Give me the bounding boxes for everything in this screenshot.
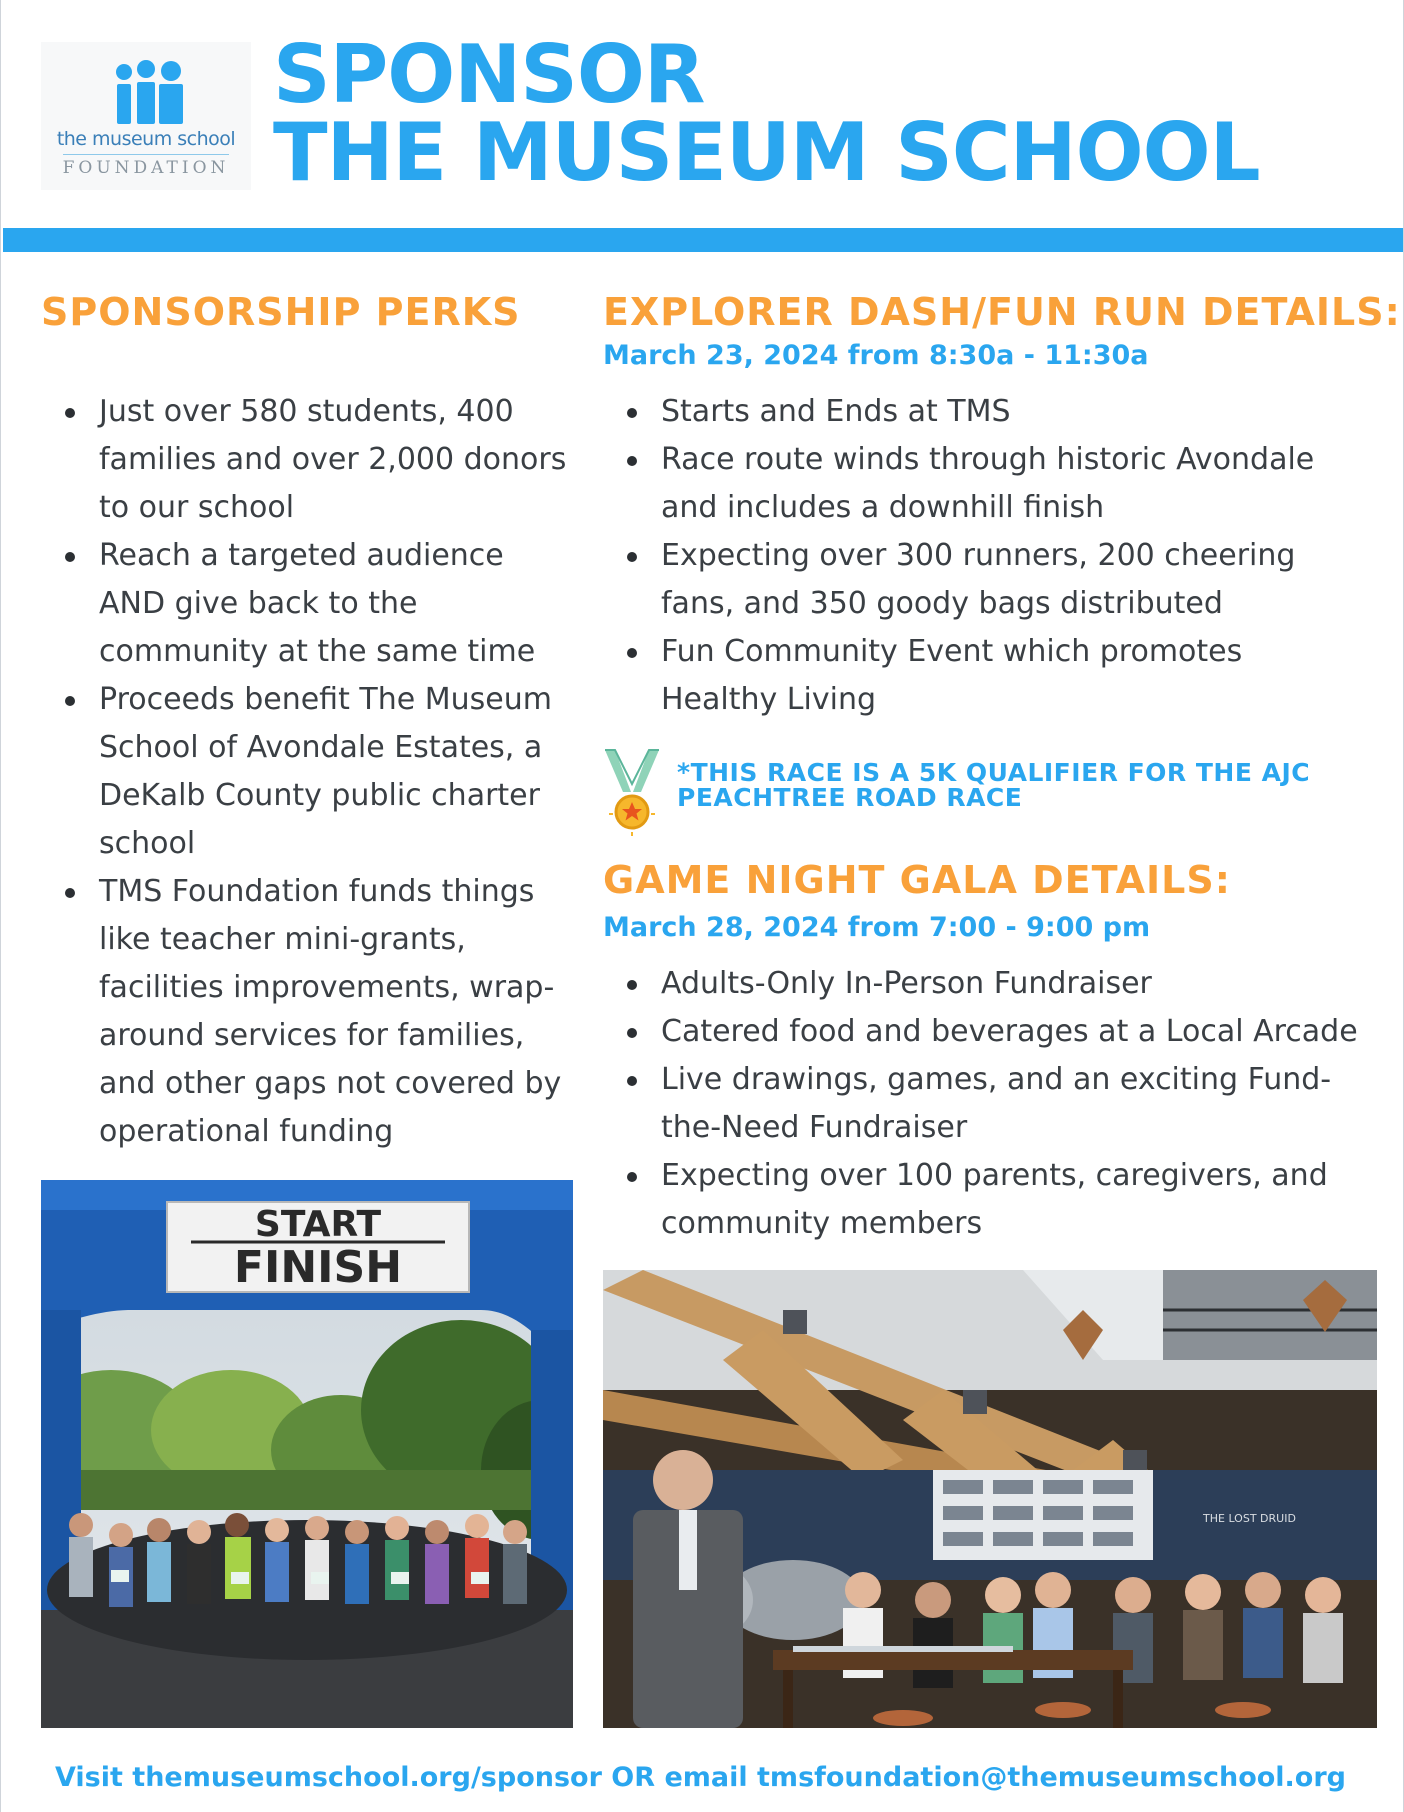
list-item: Expecting over 300 runners, 200 cheering fans, and 350 goody bags distributed <box>661 532 1361 628</box>
perks-list <box>99 388 569 1156</box>
list-item: Proceeds benefit The Museum School of Avondale Estates, a DeKalb County public charter school <box>99 676 569 868</box>
qualifier-line-1: *THIS RACE IS A 5K QUALIFIER FOR THE AJC <box>677 758 1311 787</box>
gala-heading: GAME NIGHT GALA DETAILS: <box>603 858 1231 902</box>
footer-contact: Visit themuseumschool.org/sponsor OR email tmsfoundation@themuseumschool.org <box>55 1762 1346 1793</box>
race-start-photo <box>41 1180 573 1728</box>
gala-list <box>661 960 1381 1248</box>
page-title <box>273 28 1260 199</box>
gala-photo-illustration <box>603 1270 1377 1728</box>
logo-text-museum-school: the museum school <box>56 128 236 150</box>
dash-date: March 23, 2024 from 8:30a - 11:30a <box>603 340 1149 371</box>
list-item: Live drawings, games, and an exciting Fund-the-Need Fundraiser <box>661 1056 1381 1152</box>
list-item: TMS Foundation funds things like teacher mini-grants, facilities improvements, wrap-around services for families, and other gaps not covered by operational funding <box>99 868 569 1156</box>
race-photo-illustration <box>41 1180 573 1728</box>
people-logo-icon <box>113 60 185 132</box>
logo-divider <box>63 154 229 155</box>
perks-heading: SPONSORSHIP PERKS <box>41 290 521 334</box>
list-item: Expecting over 100 parents, caregivers, and community members <box>661 1152 1381 1248</box>
title-line-1: SPONSOR <box>273 28 705 121</box>
banner-finish-text: FINISH <box>233 1242 403 1293</box>
list-item: Starts and Ends at TMS <box>661 388 1361 436</box>
list-item: Just over 580 students, 400 families and over 2,000 donors to our school <box>99 388 569 532</box>
list-item: Race route winds through historic Avondale and includes a downhill finish <box>661 436 1361 532</box>
medal-icon <box>601 748 663 838</box>
list-item: Adults-Only In-Person Fundraiser <box>661 960 1381 1008</box>
gala-event-photo <box>603 1270 1377 1728</box>
banner-start-text: START <box>254 1204 382 1245</box>
foundation-logo <box>41 42 251 190</box>
dash-list <box>661 388 1361 724</box>
title-line-2: THE MUSEUM SCHOOL <box>273 106 1260 199</box>
list-item: Catered food and beverages at a Local Arcade <box>661 1008 1381 1056</box>
list-item: Fun Community Event which promotes Healthy Living <box>661 628 1361 724</box>
qualifier-note <box>677 760 1310 810</box>
gala-date: March 28, 2024 from 7:00 - 9:00 pm <box>603 912 1151 943</box>
logo-text-foundation: FOUNDATION <box>62 158 230 178</box>
qualifier-line-2: PEACHTREE ROAD RACE <box>677 783 1023 812</box>
venue-sign-text: THE LOST DRUID <box>1203 1512 1296 1525</box>
header-divider-bar <box>3 228 1403 252</box>
dash-heading: EXPLORER DASH/FUN RUN DETAILS: <box>603 290 1401 334</box>
list-item: Reach a targeted audience AND give back to the community at the same time <box>99 532 569 676</box>
